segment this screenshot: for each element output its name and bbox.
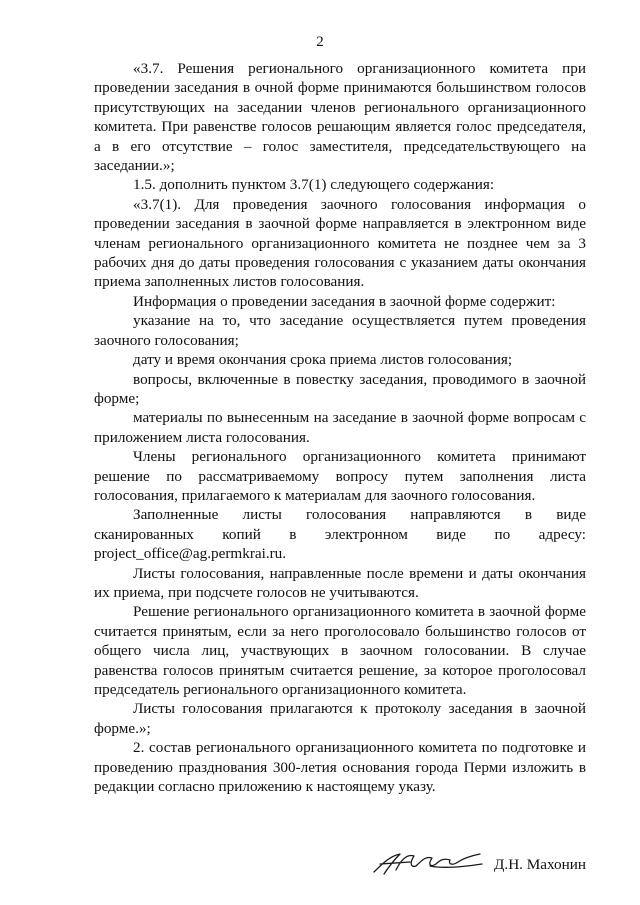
paragraph-3-7-1: «3.7(1). Для проведения заочного голосования информация о проведении заседания в заочной форме направляется в электронном виде членам регионального организационного комитета не позднее чем за 3 рабочих дня до даты проведения голосования с указанием даты окончания приема заполненных листов голосования. — [94, 195, 586, 291]
paragraph-item-deadline: дату и время окончания срока приема листов голосования; — [133, 351, 513, 369]
paragraph-item-2: 2. состав регионального организационного комитета по подготовке и проведению празднования 300-летия основания города Перми изложить в редакции согласно приложению к настоящему указу. — [94, 739, 586, 796]
page-number: 2 — [316, 34, 324, 50]
paragraph-item-materials: материалы по вынесенным на заседание в заочной форме вопросам с приложением листа голосования. — [94, 409, 586, 446]
paragraph-item-indication: указание на то, что заседание осуществляется путем проведения заочного голосования; — [94, 312, 586, 349]
paragraph-sheets-attached: Листы голосования прилагаются к протоколу заседания в заочной форме.»; — [94, 700, 586, 737]
paragraph-late-sheets: Листы голосования, направленные после времени и даты окончания их приема, при подсчете голосов не учитываются. — [94, 564, 586, 601]
paragraph-3-7: «3.7. Решения регионального организационного комитета при проведении заседания в очной форме принимаются большинством голосов присутствующих на заседании членов регионального организационного комитета. При равенстве голосов решающим является голос председателя, а в его отсутствие – голос заместителя, председательствующего на заседании.»; — [94, 60, 586, 175]
document-body — [94, 59, 586, 796]
paragraph-info-contents: Информация о проведении заседания в заочной форме содержит: — [133, 292, 556, 310]
handwritten-signature — [370, 848, 488, 878]
paragraph-1-5: 1.5. дополнить пунктом 3.7(1) следующего содержания: — [133, 176, 495, 194]
paragraph-members-decide: Члены регионального организационного комитета принимают решение по рассматриваемому вопросу путем заполнения листа голосования, прилагаемого к материалам для заочного голосования. — [94, 448, 586, 504]
signer-name: Д.Н. Махонин — [494, 856, 586, 873]
paragraph-item-questions: вопросы, включенные в повестку заседания, проводимого в заочной форме; — [94, 370, 586, 407]
signature-block — [370, 848, 586, 878]
paragraph-decision-adopted: Решение регионального организационного комитета в заочной форме считается принятым, если за него проголосовало большинство голосов от общего числа лиц, участвующих в заочном голосовании. В случае равенства голосов принятым считается решение, за которое проголосовал председатель регионального организационного комитета. — [94, 603, 586, 698]
paragraph-send-sheets: Заполненные листы голосования направляются в виде сканированных копий в электронном виде по адресу: project_office@ag.permkrai.ru. — [94, 506, 586, 563]
